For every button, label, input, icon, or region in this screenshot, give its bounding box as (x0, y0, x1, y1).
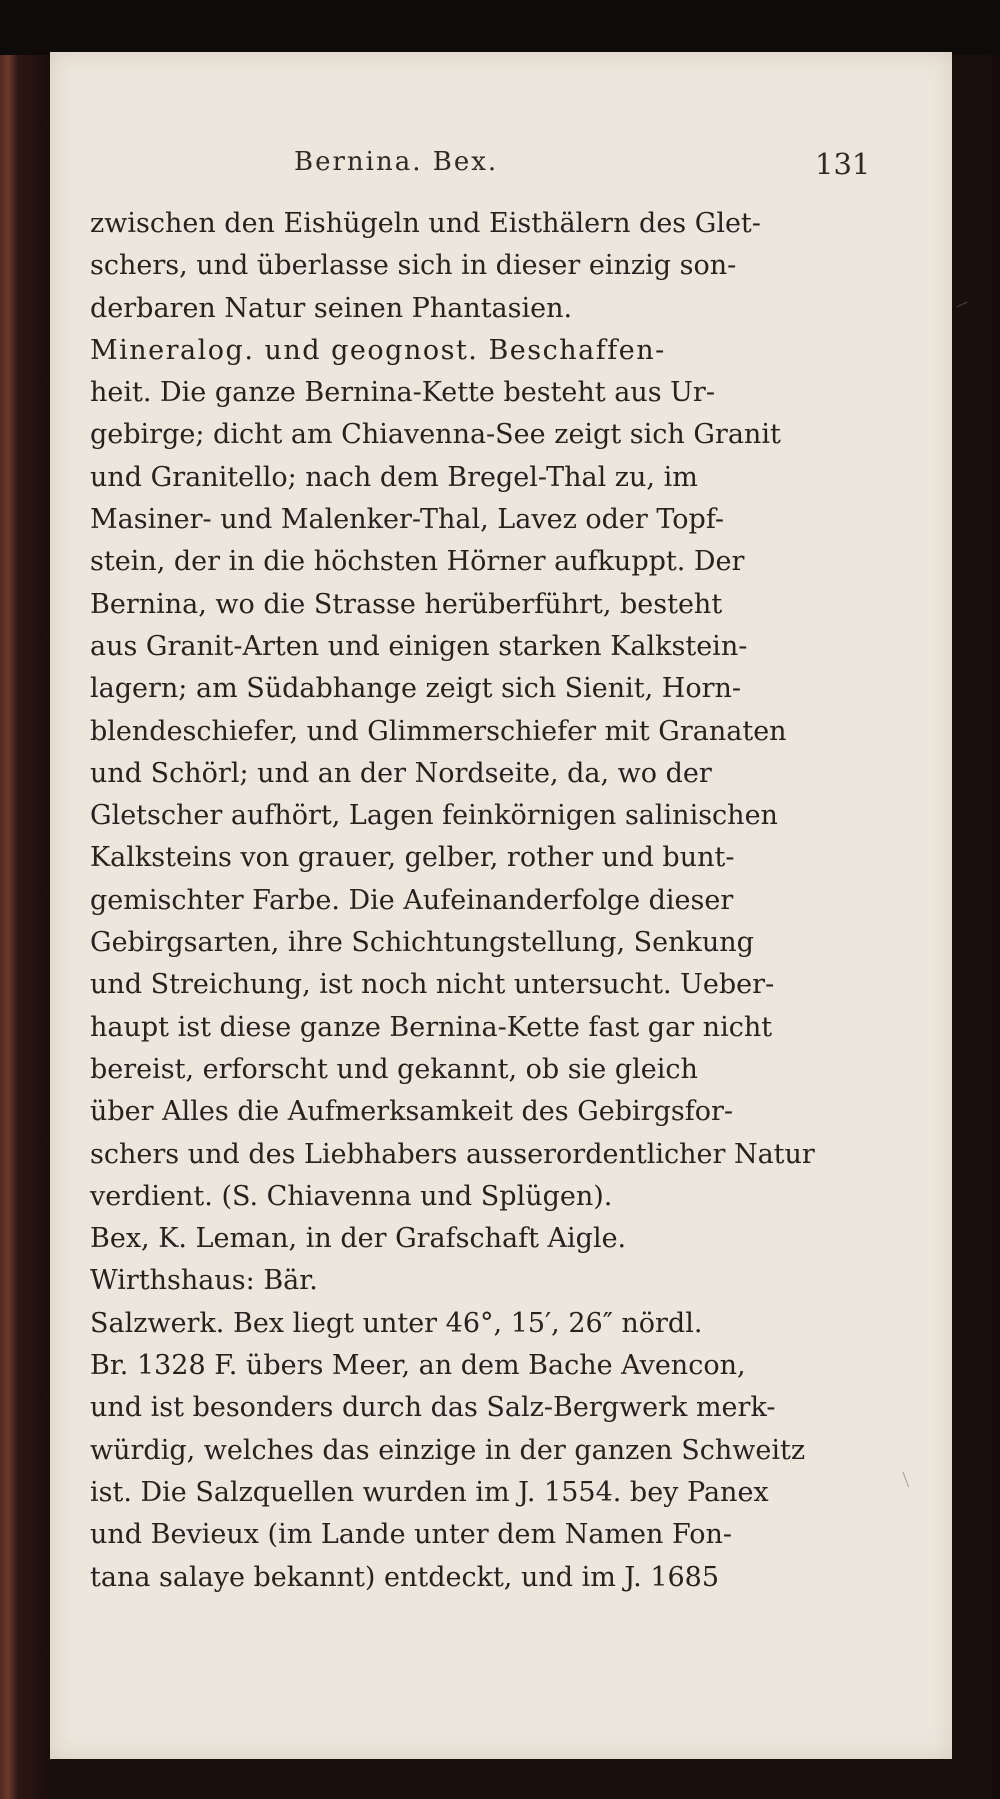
text-line-9: stein, der in die höchsten Hörner aufkuppt. Der (90, 546, 745, 578)
text-line-17: gemischter Farbe. Die Aufeinanderfolge dieser (90, 884, 734, 916)
top-shadow (0, 0, 1000, 55)
text-line-22: über Alles die Aufmerksamkeit des Gebirgsfor- (90, 1096, 733, 1128)
text-line-25: Bex, K. Leman, in der Grafschaft Aigle. (90, 1223, 627, 1255)
text-line-12: lagern; am Südabhange zeigt sich Sienit, Horn- (90, 673, 742, 705)
text-line-27: Salzwerk. Bex liegt unter 46°, 15′, 26″ nördl. (90, 1307, 703, 1339)
text-line-13: blendeschiefer, und Glimmerschiefer mit Granaten (90, 715, 787, 747)
text-line-23: schers und des Liebhabers ausserordentlicher Natur (90, 1138, 815, 1170)
text-line-26: Wirthshaus: Bär. (90, 1265, 318, 1297)
text-line-1: zwischen den Eishügeln und Eisthälern des Glet- (90, 208, 761, 239)
paper-mark (903, 1469, 917, 1487)
text-line-16: Kalksteins von grauer, gelber, rother und bunt- (90, 842, 735, 874)
text-line-14: und Schörl; und an der Nordseite, da, wo der (90, 757, 712, 789)
page-text (90, 203, 870, 1599)
text-line-11: aus Granit-Arten und einigen starken Kalkstein- (90, 630, 748, 662)
text-line-29: und ist besonders durch das Salz-Bergwerk merk- (90, 1392, 776, 1424)
book-page (50, 52, 952, 1759)
text-line-8: Masiner- und Malenker-Thal, Lavez oder Topf- (90, 504, 724, 536)
page-number: 131 (815, 147, 871, 181)
text-line-21: bereist, erforscht und gekannt, ob sie gleich (90, 1053, 698, 1085)
text-line-5: heit. Die ganze Bernina-Kette besteht aus Ur- (90, 377, 715, 409)
text-line-31: ist. Die Salzquellen wurden im J. 1554. bey Panex (90, 1476, 769, 1508)
text-line-3: derbaren Natur seinen Phantasien. (90, 292, 573, 324)
header-title: Bernina. Bex. (294, 147, 499, 177)
text-line-10: Bernina, wo die Strasse herüberführt, besteht (90, 588, 723, 620)
text-line-28: Br. 1328 F. übers Meer, an dem Bache Avencon, (90, 1350, 746, 1382)
text-line-20: haupt ist diese ganze Bernina-Kette fast gar nicht (90, 1011, 773, 1043)
text-line-30: würdig, welches das einzige in der ganzen Schweitz (90, 1434, 806, 1466)
text-line-33: tana salaye bekannt) entdeckt, und im J. 1685 (90, 1561, 720, 1593)
text-line-24: verdient. (S. Chiavenna und Splügen). (90, 1180, 613, 1212)
text-line-32: und Bevieux (im Lande unter dem Namen Fon- (90, 1519, 732, 1551)
text-line-6: gebirge; dicht am Chiavenna-See zeigt sich Granit (90, 419, 781, 451)
text-line-7: und Granitello; nach dem Bregel-Thal zu, im (90, 461, 698, 493)
text-line-2: schers, und überlasse sich in dieser einzig son- (90, 250, 737, 282)
text-line-15: Gletscher aufhört, Lagen feinkörnigen salinischen (90, 800, 778, 832)
text-line-4: Mineralog. und geognost. Beschaffen- (90, 334, 666, 366)
running-header (50, 147, 952, 187)
text-line-18: Gebirgsarten, ihre Schichtungstellung, Senkung (90, 927, 754, 959)
text-line-19: und Streichung, ist noch nicht untersucht. Ueber- (90, 969, 775, 1001)
